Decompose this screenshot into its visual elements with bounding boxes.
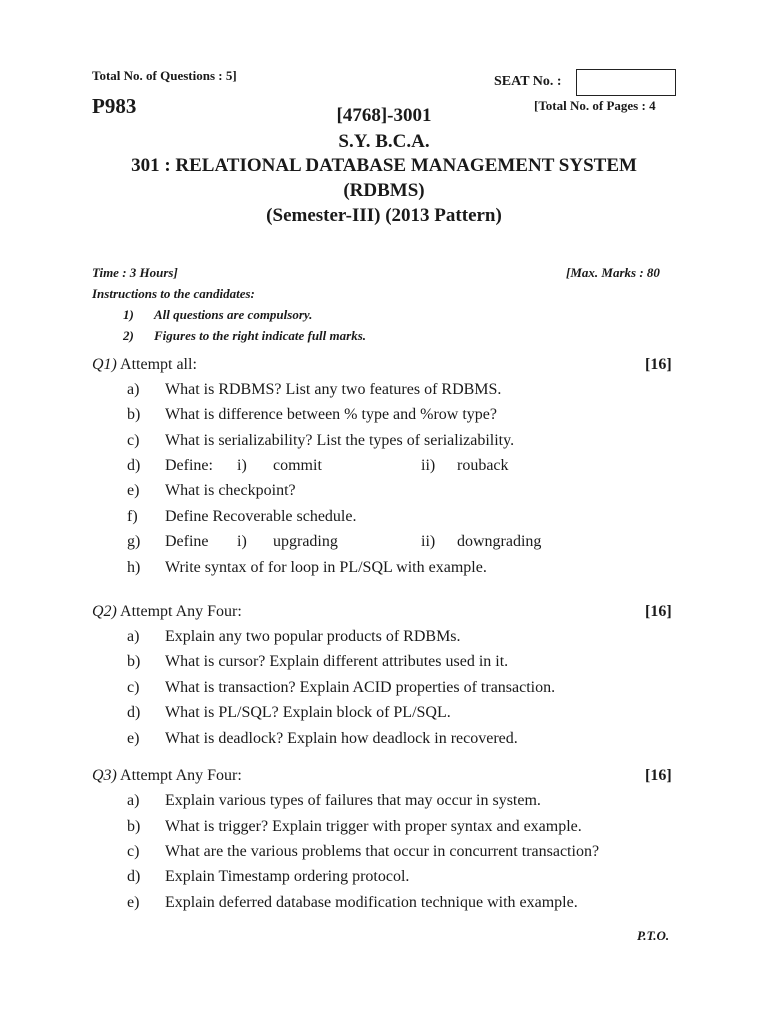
subitem-number: i)	[237, 457, 247, 474]
item-letter: b)	[127, 818, 141, 835]
item-letter: a)	[127, 381, 140, 398]
question-number: Q1)	[92, 356, 117, 373]
instruction-number: 1)	[123, 307, 134, 322]
item-text: Explain any two popular products of RDBMs.	[165, 628, 461, 645]
instruction-text: Figures to the right indicate full marks.	[154, 328, 367, 343]
item-letter: c)	[127, 843, 140, 860]
subitem-number: ii)	[421, 457, 436, 474]
item-text: Explain various types of failures that may occur in system.	[165, 792, 541, 809]
item-letter: b)	[127, 406, 141, 423]
question-marks: [16]	[645, 767, 672, 784]
item-letter: f)	[127, 508, 138, 525]
subitem-text: upgrading	[273, 533, 338, 550]
time-limit: Time : 3 Hours]	[92, 265, 178, 280]
item-letter: d)	[127, 868, 141, 885]
item-text: Explain Timestamp ordering protocol.	[165, 868, 410, 885]
question-heading	[92, 603, 242, 621]
question-heading	[92, 356, 197, 374]
item-letter: c)	[127, 679, 140, 696]
max-marks: [Max. Marks : 80	[566, 265, 660, 280]
item-text: What is PL/SQL? Explain block of PL/SQL.	[165, 704, 451, 721]
instructions-title: Instructions to the candidates:	[92, 286, 255, 301]
item-letter: e)	[127, 894, 140, 911]
question-title: Attempt Any Four:	[120, 603, 242, 620]
item-text: What is deadlock? Explain how deadlock in recovered.	[165, 730, 518, 747]
subitem-number: i)	[237, 533, 247, 550]
question-number: Q3)	[92, 767, 117, 784]
question-title: Attempt Any Four:	[120, 767, 242, 784]
total-pages: [Total No. of Pages : 4	[534, 98, 656, 113]
item-text: Explain deferred database modification technique with example.	[165, 894, 578, 911]
subject-title: 301 : RELATIONAL DATABASE MANAGEMENT SYSTEM	[131, 155, 637, 176]
item-text: What is cursor? Explain different attributes used in it.	[165, 653, 509, 670]
seat-label: SEAT No. :	[494, 74, 562, 89]
subitem-text: downgrading	[457, 533, 542, 550]
question-heading	[92, 767, 242, 785]
item-text: What are the various problems that occur in concurrent transaction?	[165, 843, 600, 860]
paper-code: P983	[92, 94, 137, 118]
instruction-text: All questions are compulsory.	[154, 307, 313, 322]
item-letter: a)	[127, 628, 140, 645]
question-marks: [16]	[645, 603, 672, 620]
question-number: Q2)	[92, 603, 117, 620]
course-name: S.Y. B.C.A.	[338, 131, 430, 152]
item-letter: d)	[127, 457, 141, 474]
semester-pattern: (Semester-III) (2013 Pattern)	[266, 205, 502, 226]
item-text: What is RDBMS? List any two features of RDBMS.	[165, 381, 502, 398]
question-title: Attempt all:	[120, 356, 197, 373]
pto-note: P.T.O.	[637, 928, 670, 943]
item-text: Define Recoverable schedule.	[165, 508, 357, 525]
item-letter: c)	[127, 432, 140, 449]
item-letter: b)	[127, 653, 141, 670]
item-letter: e)	[127, 730, 140, 747]
subitem-text: commit	[273, 457, 322, 474]
total-questions: Total No. of Questions : 5]	[92, 68, 237, 83]
item-text: What is difference between % type and %row type?	[165, 406, 498, 423]
seat-number-box[interactable]	[576, 69, 676, 96]
subitem-number: ii)	[421, 533, 436, 550]
instruction-number: 2)	[123, 328, 134, 343]
item-text: Write syntax of for loop in PL/SQL with example.	[165, 559, 487, 576]
item-text: What is checkpoint?	[165, 482, 296, 499]
define-label: Define:	[165, 457, 213, 474]
item-letter: a)	[127, 792, 140, 809]
item-text: What is trigger? Explain trigger with proper syntax and example.	[165, 818, 582, 835]
exam-code: [4768]-3001	[336, 105, 432, 126]
item-text: What is transaction? Explain ACID properties of transaction.	[165, 679, 556, 696]
item-letter: e)	[127, 482, 140, 499]
define-label: Define	[165, 533, 209, 550]
subitem-text: rouback	[457, 457, 509, 474]
item-letter: g)	[127, 533, 141, 550]
question-marks: [16]	[645, 356, 672, 373]
subject-abbrev: (RDBMS)	[343, 180, 425, 201]
item-text: What is serializability? List the types of serializability.	[165, 432, 515, 449]
item-letter: h)	[127, 559, 141, 576]
item-letter: d)	[127, 704, 141, 721]
